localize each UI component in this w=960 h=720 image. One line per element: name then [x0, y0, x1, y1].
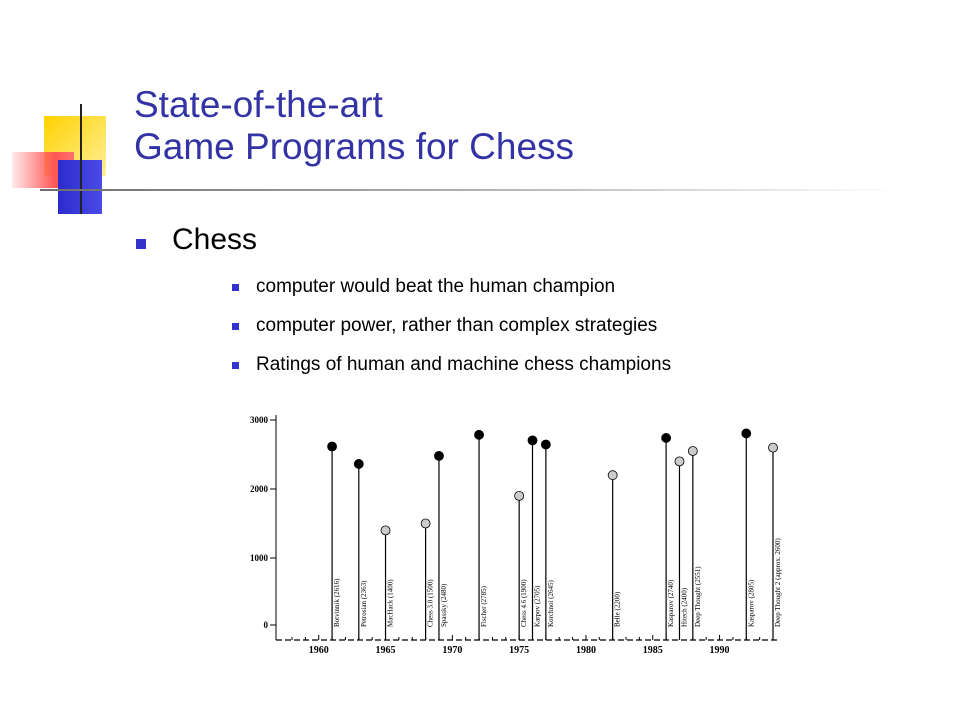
x-tick-label: 1965 [375, 645, 396, 656]
slide-title [134, 84, 914, 168]
data-point [742, 429, 751, 438]
data-label: Petrosian (2363) [359, 580, 368, 627]
data-point [675, 457, 684, 466]
data-point [475, 430, 484, 439]
x-tick-label: 1990 [709, 645, 730, 656]
sub-bullet-square-icon [232, 323, 239, 330]
data-point [421, 519, 430, 528]
sub-bullet-2: computer power, rather than complex strategies [256, 315, 658, 336]
bullet-square-icon [136, 239, 146, 249]
data-point [688, 446, 697, 455]
x-tick-label: 1980 [575, 645, 596, 656]
data-point [662, 433, 671, 442]
bullet-chess: Chess [172, 223, 258, 256]
data-label: Kasparov (2805) [747, 579, 756, 627]
data-point [381, 526, 390, 535]
x-tick-label: 1960 [308, 645, 329, 656]
y-tick-label: 1000 [250, 553, 268, 563]
x-tick-label: 1975 [509, 645, 530, 656]
data-point [769, 443, 778, 452]
data-label: Kasparov (2740) [667, 579, 676, 627]
data-label: Deep Thought (2551) [693, 566, 702, 627]
data-point [515, 491, 524, 500]
data-point [328, 442, 337, 451]
y-tick-label: 3000 [250, 415, 268, 425]
data-label: Botvinnik (2616) [333, 578, 342, 627]
data-label: Chess 4.6 (1900) [520, 579, 529, 627]
data-label: Karpov (2705) [533, 585, 542, 627]
title-underline [40, 189, 900, 191]
data-label: Fischer (2785) [480, 585, 489, 627]
y-tick-label: 0 [263, 620, 268, 630]
data-point [354, 459, 363, 468]
ratings-chart [240, 405, 780, 670]
data-label: Korchnoi (2645) [546, 580, 555, 627]
sub-bullet-1: computer would beat the human champion [256, 276, 616, 297]
data-label: Belle (2200) [613, 591, 622, 627]
data-point [528, 436, 537, 445]
data-point [608, 471, 617, 480]
data-label: Deep Thought 2 (approx. 2600) [774, 538, 782, 627]
sub-bullet-square-icon [232, 284, 239, 291]
data-point [541, 440, 550, 449]
data-label: MacHack (1400) [386, 579, 395, 627]
x-tick-label: 1985 [642, 645, 663, 656]
data-point [434, 451, 443, 460]
sub-bullet-square-icon [232, 362, 239, 369]
y-tick-label: 2000 [250, 484, 268, 494]
data-label: Hitech (2400) [680, 587, 689, 627]
title-line-2: Game Programs for Chess [134, 126, 575, 167]
data-label: Spassky (2480) [439, 583, 448, 627]
sub-bullet-3: Ratings of human and machine chess champions [256, 354, 672, 375]
title-line-1: State-of-the-art [134, 84, 383, 125]
x-tick-label: 1970 [442, 645, 463, 656]
data-label: Chess 3.0 (1500) [426, 579, 435, 627]
decorative-vertical-line [80, 104, 82, 214]
